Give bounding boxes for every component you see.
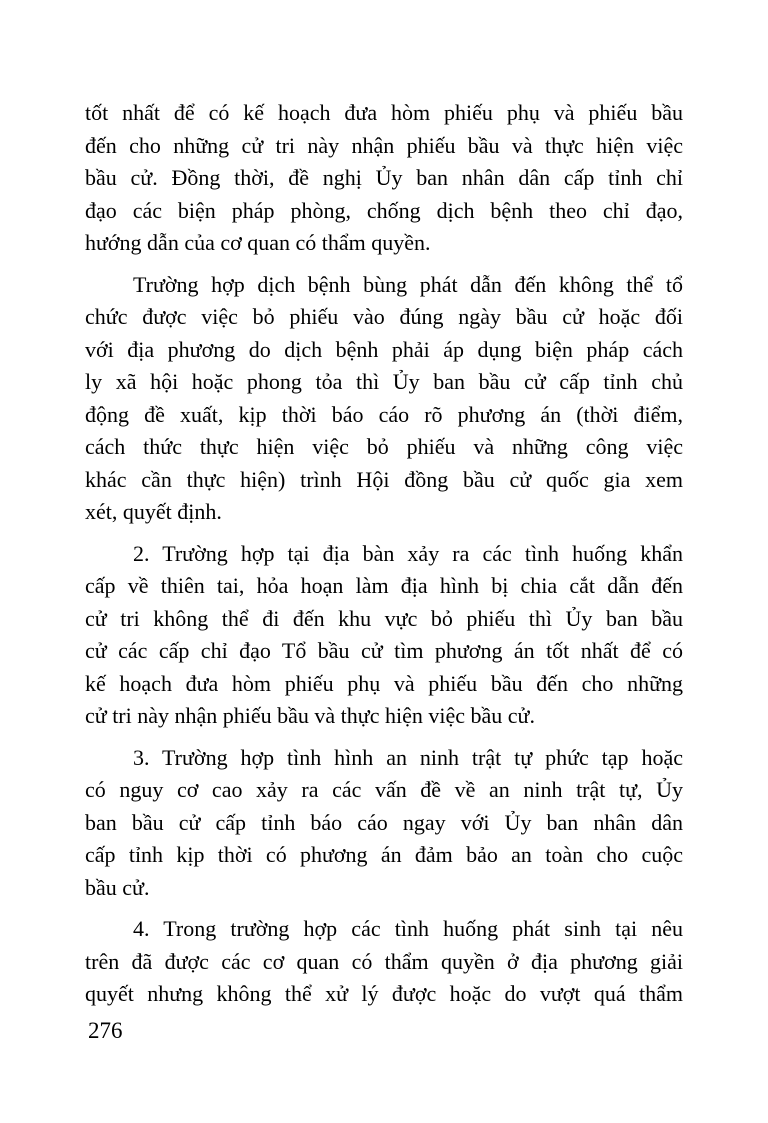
text-line: có nguy cơ cao xảy ra các vấn đề về an ninh trật tự, Ủy: [85, 777, 683, 802]
text-line: hướng dẫn của cơ quan có thẩm quyền.: [85, 230, 431, 255]
text-line: kế hoạch đưa hòm phiếu phụ và phiếu bầu đến cho những: [85, 670, 683, 696]
page-text: [85, 97, 683, 1020]
text-line: tốt nhất để có kế hoạch đưa hòm phiếu phụ và phiếu bầu: [85, 100, 683, 125]
text-line: cấp tỉnh kịp thời có phương án đảm bảo an toàn cho cuộc: [85, 842, 683, 867]
text-line: khác cần thực hiện) trình Hội đồng bầu cử quốc gia xem: [85, 466, 683, 492]
text-line: cử các cấp chỉ đạo Tổ bầu cử tìm phương án tốt nhất để có: [85, 638, 683, 663]
text-line: đạo các biện pháp phòng, chống dịch bệnh theo chỉ đạo,: [85, 197, 683, 223]
paragraph: [85, 742, 683, 905]
text-line: 4. Trong trường hợp các tình huống phát sinh tại nêu: [133, 916, 683, 941]
text-line: Trường hợp dịch bệnh bùng phát dẫn đến không thể tổ: [133, 271, 683, 297]
text-line: chức được việc bỏ phiếu vào đúng ngày bầu cử hoặc đối: [85, 304, 683, 329]
text-line: trên đã được các cơ quan có thẩm quyền ở địa phương giải: [85, 948, 683, 974]
text-line: bầu cử. Đồng thời, đề nghị Ủy ban nhân dân cấp tỉnh chỉ: [85, 165, 683, 190]
text-line: với địa phương do dịch bệnh phải áp dụng biện pháp cách: [85, 336, 683, 362]
text-line: bầu cử.: [85, 874, 150, 900]
text-line: cử tri không thể đi đến khu vực bỏ phiếu thì Ủy ban bầu: [85, 605, 683, 631]
text-line: quyết nhưng không thể xử lý được hoặc do vượt quá thẩm: [85, 981, 683, 1006]
text-line: cách thức thực hiện việc bỏ phiếu và những công việc: [85, 434, 683, 459]
paragraph: [85, 913, 683, 1011]
text-line: xét, quyết định.: [85, 499, 222, 524]
page-number: 276: [88, 1018, 123, 1043]
paragraph: [85, 97, 683, 260]
text-line: 2. Trường hợp tại địa bàn xảy ra các tình huống khẩn: [133, 540, 683, 566]
text-line: ban bầu cử cấp tỉnh báo cáo ngay với Ủy ban nhân dân: [85, 809, 683, 835]
paragraph: [85, 538, 683, 733]
text-line: cử tri này nhận phiếu bầu và thực hiện việc bầu cử.: [85, 703, 535, 728]
text-line: đến cho những cử tri này nhận phiếu bầu và thực hiện việc: [85, 132, 683, 158]
text-line: ly xã hội hoặc phong tỏa thì Ủy ban bầu cử cấp tỉnh chủ: [85, 369, 683, 394]
text-line: 3. Trường hợp tình hình an ninh trật tự phức tạp hoặc: [133, 744, 683, 770]
text-line: động đề xuất, kịp thời báo cáo rõ phương án (thời điểm,: [85, 401, 683, 427]
paragraph: [85, 269, 683, 529]
text-line: cấp về thiên tai, hỏa hoạn làm địa hình bị chia cắt dẫn đến: [85, 573, 683, 598]
